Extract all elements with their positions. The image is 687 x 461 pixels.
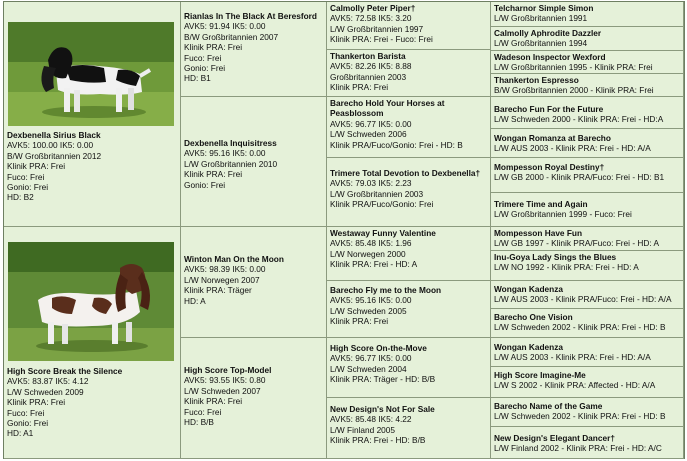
dog-name: High Score On-the-Move xyxy=(330,343,427,353)
dog-detail: AVK5: 72.58 IK5: 3.20 xyxy=(330,13,412,24)
pedigree-cell xyxy=(491,338,684,367)
dog-name: Thankerton Espresso xyxy=(494,75,579,85)
pedigree-cell xyxy=(491,309,684,338)
dog-detail: AVK5: 96.77 IK5: 0.00 xyxy=(330,353,412,364)
pedigree-cell xyxy=(327,338,491,398)
pedigree-cell xyxy=(4,2,181,227)
dog-detail: Klinik PRA: Frei xyxy=(7,161,66,172)
dog-detail: Klinik PRA: Frei xyxy=(184,42,243,53)
dog-detail: AVK5: 95.16 IK5: 0.00 xyxy=(184,148,266,159)
pedigree-cell xyxy=(491,97,684,129)
dog-detail: L/W Großbritannien 1995 - Klinik PRA: Frei xyxy=(494,62,653,73)
dog-detail: L/W Norwegen 2000 xyxy=(330,248,406,259)
dog-detail: Fuco: Frei xyxy=(7,407,45,418)
dog-detail: Klinik PRA/Fuco/Gonio: Frei xyxy=(330,199,434,210)
pedigree-cell xyxy=(181,227,327,338)
pedigree-cell xyxy=(491,27,684,51)
pedigree-cell xyxy=(491,158,684,193)
dog-detail: AVK5: 93.55 IK5: 0.80 xyxy=(184,375,266,386)
dog-name: Inu-Goya Lady Sings the Blues xyxy=(494,252,617,262)
dog-detail: B/W Großbritannien 2012 xyxy=(7,150,102,161)
pedigree-cell xyxy=(491,227,684,251)
dog-detail: L/W AUS 2003 - Klinik PRA: Frei - HD: A/A xyxy=(494,352,651,363)
dog-detail: L/W Schweden 2002 - Klinik PRA: Frei - HD: B xyxy=(494,411,666,422)
dog-name: High Score Imagine-Me xyxy=(494,370,586,380)
dog-detail: HD: A1 xyxy=(7,428,34,439)
dog-detail: Fuco: Frei xyxy=(7,171,45,182)
pedigree-cell xyxy=(181,338,327,459)
dog-detail: AVK5: 91.94 IK5: 0.00 xyxy=(184,21,266,32)
dog-detail: Klinik PRA: Frei xyxy=(330,82,389,93)
dog-photo-black-white xyxy=(8,22,174,126)
dog-detail: L/W Schweden 2005 xyxy=(330,305,407,316)
dog-name: Trimere Total Devotion to Dexbenella† xyxy=(330,168,481,178)
dog-detail: L/W Großbritannien 1994 xyxy=(494,38,588,49)
pedigree-cell xyxy=(491,398,684,427)
dog-detail: AVK5: 96.77 IK5: 0.00 xyxy=(330,118,412,129)
dog-detail: Klinik PRA: Frei - HD: A xyxy=(330,259,418,270)
dog-detail: AVK5: 85.48 IK5: 1.96 xyxy=(330,238,412,249)
dog-detail: Klinik PRA: Träger xyxy=(184,285,252,296)
dog-detail: B/W Großbritannien 2007 xyxy=(184,31,279,42)
dog-name: Wongan Kadenza xyxy=(494,342,563,352)
pedigree-cell xyxy=(4,227,181,459)
pedigree-cell xyxy=(327,158,491,227)
dog-name: Barecho Hold Your Horses at Peasblossom xyxy=(330,98,445,119)
dog-detail: Großbritannien 2003 xyxy=(330,71,407,82)
pedigree-cell xyxy=(181,97,327,227)
dog-detail: L/W Schweden 2004 xyxy=(330,363,407,374)
dog-name: Dexbenella Sirius Black xyxy=(7,130,101,140)
dog-detail: Fuco: Frei xyxy=(184,52,222,63)
dog-name: Barecho Name of the Game xyxy=(494,401,603,411)
pedigree-cell xyxy=(327,50,491,97)
dog-detail: L/W Großbritannien 1991 xyxy=(494,13,588,24)
dog-detail: HD: B1 xyxy=(184,73,211,84)
dog-detail: Klinik PRA: Frei xyxy=(184,169,243,180)
dog-detail: HD: B2 xyxy=(7,192,34,203)
pedigree-cell xyxy=(491,51,684,74)
dog-detail: L/W Finland 2002 - Klinik PRA: Frei - HD: A/C xyxy=(494,443,662,454)
dog-detail: L/W GB 2000 - Klinik PRA/Fuco: Frei - HD: B1 xyxy=(494,172,665,183)
pedigree-cell xyxy=(327,398,491,459)
dog-detail: Fuco: Frei xyxy=(184,406,222,417)
dog-name: Rianlas In The Black At Beresford xyxy=(184,11,317,21)
dog-detail: Klinik PRA: Frei - HD: B/B xyxy=(330,435,426,446)
dog-detail: L/W AUS 2003 - Klinik PRA/Fuco: Frei - HD: A/A xyxy=(494,294,672,305)
dog-name: Westaway Funny Valentine xyxy=(330,228,436,238)
dog-detail: B/W Großbritannien 2000 - Klinik PRA: Frei xyxy=(494,85,654,96)
dog-detail: L/W Schweden 2007 xyxy=(184,385,261,396)
dog-detail: HD: A xyxy=(184,295,206,306)
dog-detail: AVK5: 95.16 IK5: 0.00 xyxy=(330,295,412,306)
dog-detail: AVK5: 100.00 IK5: 0.00 xyxy=(7,140,94,151)
dog-detail: L/W Großbritannien 2010 xyxy=(184,158,278,169)
dog-detail: Gonio: Frei xyxy=(7,182,49,193)
dog-detail: Klinik PRA: Frei - Fuco: Frei xyxy=(330,34,433,45)
dog-detail: Klinik PRA/Fuco/Gonio: Frei - HD: B xyxy=(330,139,463,150)
pedigree-cell xyxy=(491,367,684,398)
dog-name: Wadeson Inspector Wexford xyxy=(494,52,606,62)
dog-detail: L/W Norwegen 2007 xyxy=(184,274,260,285)
dog-detail: L/W Finland 2005 xyxy=(330,424,396,435)
pedigree-cell xyxy=(491,193,684,227)
dog-name: High Score Top-Model xyxy=(184,365,272,375)
dog-detail: L/W Großbritannien 1999 - Fuco: Frei xyxy=(494,209,632,220)
pedigree-cell xyxy=(327,97,491,158)
dog-detail: L/W S 2002 - Klinik PRA: Affected - HD: A/A xyxy=(494,380,656,391)
dog-detail: Gonio: Frei xyxy=(7,418,49,429)
dog-name: Thankerton Barista xyxy=(330,51,406,61)
dog-name: Barecho One Vision xyxy=(494,312,573,322)
dog-detail: Klinik PRA: Träger - HD: B/B xyxy=(330,374,436,385)
dog-name: High Score Break the Silence xyxy=(7,366,123,376)
pedigree-cell xyxy=(491,2,684,27)
dog-detail: AVK5: 98.39 IK5: 0.00 xyxy=(184,264,266,275)
pedigree-cell xyxy=(491,427,684,459)
pedigree-cell xyxy=(491,74,684,97)
dog-detail: Gonio: Frei xyxy=(184,63,226,74)
dog-name: Calmolly Aphrodite Dazzler xyxy=(494,28,602,38)
dog-detail: AVK5: 79.03 IK5: 2.23 xyxy=(330,178,412,189)
dog-name: Wongan Kadenza xyxy=(494,284,563,294)
dog-detail: Klinik PRA: Frei xyxy=(184,396,243,407)
dog-detail: AVK5: 83.87 IK5: 4.12 xyxy=(7,376,89,387)
dog-name: Winton Man On the Moon xyxy=(184,254,284,264)
dog-detail: AVK5: 82.26 IK5: 8.88 xyxy=(330,61,412,72)
dog-detail: L/W Schweden 2009 xyxy=(7,386,84,397)
dog-detail: HD: B/B xyxy=(184,417,214,428)
pedigree-cell xyxy=(181,2,327,97)
dog-detail: L/W Schweden 2006 xyxy=(330,129,407,140)
dog-detail: L/W Großbritannien 2003 xyxy=(330,188,424,199)
pedigree-cell xyxy=(327,2,491,50)
dog-name: New Design's Not For Sale xyxy=(330,404,435,414)
dog-photo-liver-white xyxy=(8,242,174,361)
dog-name: Wongan Romanza at Barecho xyxy=(494,133,611,143)
dog-name: Trimere Time and Again xyxy=(494,199,588,209)
dog-name: Barecho Fly me to the Moon xyxy=(330,285,442,295)
pedigree-table xyxy=(3,1,685,459)
pedigree-cell xyxy=(491,251,684,281)
dog-name: Telcharnor Simple Simon xyxy=(494,3,594,13)
dog-detail: L/W Großbritannien 1997 xyxy=(330,23,424,34)
dog-name: Mompesson Royal Destiny† xyxy=(494,162,605,172)
dog-detail: L/W GB 1997 - Klinik PRA/Fuco: Frei - HD: A xyxy=(494,238,660,249)
dog-detail: AVK5: 85.48 IK5: 4.22 xyxy=(330,414,412,425)
dog-name: New Design's Elegant Dancer† xyxy=(494,433,615,443)
pedigree-cell xyxy=(327,227,491,281)
pedigree-cell xyxy=(491,281,684,309)
dog-name: Barecho Fun For the Future xyxy=(494,104,604,114)
dog-detail: L/W Schweden 2002 - Klinik PRA: Frei - HD: B xyxy=(494,322,666,333)
dog-detail: L/W NO 1992 - Klinik PRA: Frei - HD: A xyxy=(494,262,639,273)
dog-detail: Klinik PRA: Frei xyxy=(330,316,389,327)
dog-detail: L/W Schweden 2000 - Klinik PRA: Frei - HD:A xyxy=(494,114,664,125)
dog-detail: Gonio: Frei xyxy=(184,179,226,190)
dog-name: Calmolly Peter Piper† xyxy=(330,3,416,13)
dog-name: Dexbenella Inquisitress xyxy=(184,138,277,148)
pedigree-cell xyxy=(491,129,684,158)
dog-detail: Klinik PRA: Frei xyxy=(7,397,66,408)
dog-name: Mompesson Have Fun xyxy=(494,228,583,238)
pedigree-cell xyxy=(327,281,491,338)
dog-detail: L/W AUS 2003 - Klinik PRA: Frei - HD: A/A xyxy=(494,143,651,154)
